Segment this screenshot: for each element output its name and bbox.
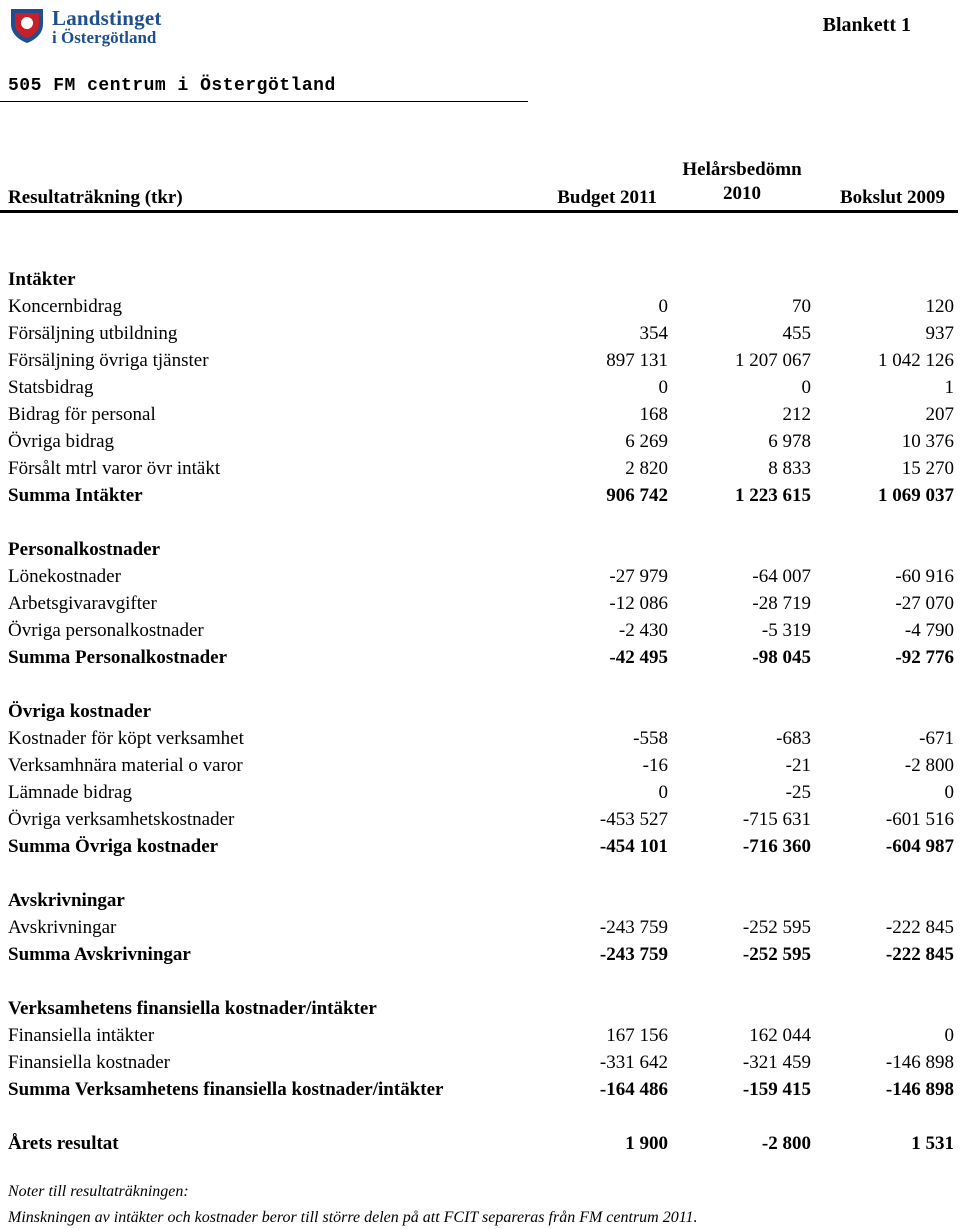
row-value-v3: -146 898 [885,1052,954,1073]
row-label: Övriga personalkostnader [8,620,204,641]
table-row [0,266,960,293]
row-value-v1: -243 759 [599,917,668,938]
row-value-v3: -601 516 [885,809,954,830]
row-value-v1: 0 [658,377,668,398]
table-row [0,347,960,374]
row-value-v3: -92 776 [895,647,954,668]
row-value-v3: 15 270 [901,458,954,479]
row-value-v2: -28 719 [752,593,811,614]
row-label: Avskrivningar [8,917,117,938]
table-row [0,995,960,1022]
notes-text: Minskningen av intäkter och kostnader beror till större delen på att FCIT separeras från FM centrum 2011. [8,1209,698,1226]
column-header-budget: Budget 2011 [557,187,657,208]
row-label: Övriga kostnader [8,701,152,722]
table-row [0,455,960,482]
row-value-v2: 0 [801,377,811,398]
row-label: Summa Verksamhetens finansiella kostnader/intäkter [8,1079,444,1100]
row-value-v2: -2 800 [761,1133,811,1154]
table-row [0,401,960,428]
row-value-v2: -252 595 [742,944,811,965]
row-value-v1: -243 759 [599,944,668,965]
table-row [0,617,960,644]
row-label: Statsbidrag [8,377,94,398]
row-value-v2: -25 [785,782,811,803]
table-row [0,482,960,509]
row-value-v2: -716 360 [742,836,811,857]
table-row [0,725,960,752]
row-value-v1: -164 486 [599,1079,668,1100]
row-value-v1: 354 [639,323,668,344]
row-value-v3: -27 070 [895,593,954,614]
row-value-v3: -222 845 [885,917,954,938]
statement-title: Resultaträkning (tkr) [8,187,183,208]
spacer-row [0,1103,960,1130]
row-value-v1: 0 [658,296,668,317]
row-value-v1: -2 430 [618,620,668,641]
row-value-v3: 0 [944,782,954,803]
table-row [0,1049,960,1076]
row-value-v3: 937 [925,323,954,344]
row-value-v2: -64 007 [752,566,811,587]
row-value-v2: -683 [776,728,811,749]
row-value-v3: -60 916 [895,566,954,587]
table-row [0,644,960,671]
landstinget-logo [8,4,183,46]
row-value-v3: -146 898 [885,1079,954,1100]
row-value-v2: 70 [792,296,811,317]
table-row [0,914,960,941]
table-row [0,536,960,563]
row-value-v3: 0 [944,1025,954,1046]
row-value-v3: 1 069 037 [878,485,954,506]
row-label: Kostnader för köpt verksamhet [8,728,244,749]
row-value-v1: 167 156 [606,1025,668,1046]
row-label: Finansiella intäkter [8,1025,155,1046]
row-label: Avskrivningar [8,890,125,911]
row-label: Summa Personalkostnader [8,647,228,668]
logo-text-line2: i Östergötland [52,28,157,47]
column-header-actual: Bokslut 2009 [839,187,945,208]
row-value-v2: -98 045 [752,647,811,668]
row-label: Försäljning övriga tjänster [8,350,209,371]
row-value-v3: -4 790 [904,620,954,641]
row-label: Koncernbidrag [8,296,122,317]
row-value-v1: 168 [639,404,668,425]
table-row [0,779,960,806]
row-value-v3: 1 [944,377,954,398]
row-label: Bidrag för personal [8,404,156,425]
row-value-v1: 897 131 [606,350,668,371]
row-value-v2: -5 319 [761,620,811,641]
row-label: Summa Intäkter [8,485,143,506]
form-id: Blankett 1 [822,14,911,36]
row-value-v1: -12 086 [609,593,668,614]
row-label: Personalkostnader [8,539,160,560]
table-row [0,752,960,779]
row-label: Lämnade bidrag [8,782,132,803]
table-row [0,1076,960,1103]
row-label: Summa Avskrivningar [8,944,191,965]
row-label: Lönekostnader [8,566,121,587]
table-row [0,563,960,590]
row-value-v1: -558 [633,728,668,749]
row-value-v1: 6 269 [625,431,668,452]
row-value-v1: -454 101 [599,836,668,857]
row-label: Summa Övriga kostnader [8,836,219,857]
row-value-v2: 1 223 615 [735,485,811,506]
notes-heading: Noter till resultaträkningen: [8,1183,189,1200]
row-value-v1: 906 742 [606,485,668,506]
table-row [0,887,960,914]
row-value-v2: -159 415 [742,1079,811,1100]
row-value-v2: -252 595 [742,917,811,938]
table-row [0,320,960,347]
table-row [0,293,960,320]
header-divider [0,210,958,213]
column-header-forecast-line1: Helårsbedömn [682,159,802,180]
row-label: Arbetsgivaravgifter [8,593,157,614]
row-value-v2: 162 044 [749,1025,811,1046]
row-label: Övriga bidrag [8,431,115,452]
spacer-row [0,860,960,887]
row-value-v1: 2 820 [625,458,668,479]
row-value-v2: 212 [782,404,811,425]
table-row [0,590,960,617]
row-value-v1: -42 495 [609,647,668,668]
row-label: Försäljning utbildning [8,323,178,344]
page-title: 505 FM centrum i Östergötland [8,76,336,96]
row-label: Verksamhetens finansiella kostnader/intäkter [8,998,377,1019]
column-header-forecast [672,158,812,206]
row-value-v3: 1 042 126 [878,350,954,371]
row-value-v3: -671 [919,728,954,749]
row-label: Finansiella kostnader [8,1052,170,1073]
row-label: Verksamhnära material o varor [8,755,243,776]
row-label: Årets resultat [8,1133,119,1154]
table-row [0,833,960,860]
row-value-v3: -604 987 [885,836,954,857]
row-value-v2: -715 631 [742,809,811,830]
row-label: Försålt mtrl varor övr intäkt [8,458,221,479]
table-row [0,806,960,833]
table-row [0,428,960,455]
row-value-v1: -331 642 [599,1052,668,1073]
income-statement-table [0,266,960,1157]
table-row [0,1022,960,1049]
row-value-v2: 455 [782,323,811,344]
column-header-forecast-line2: 2010 [723,183,761,204]
row-value-v2: 8 833 [768,458,811,479]
row-value-v1: 1 900 [625,1133,668,1154]
row-value-v2: 6 978 [768,431,811,452]
row-value-v3: -222 845 [885,944,954,965]
table-row [0,1130,960,1157]
logo-text-line1: Landstinget [52,6,162,30]
coat-of-arms-icon [8,6,46,44]
row-value-v1: 0 [658,782,668,803]
row-value-v3: 10 376 [901,431,954,452]
table-row [0,698,960,725]
row-value-v1: -16 [642,755,668,776]
spacer-row [0,671,960,698]
row-value-v3: 1 531 [911,1133,954,1154]
row-value-v3: -2 800 [904,755,954,776]
row-value-v3: 120 [925,296,954,317]
row-label: Övriga verksamhetskostnader [8,809,235,830]
row-value-v2: 1 207 067 [735,350,811,371]
spacer-row [0,509,960,536]
row-label: Intäkter [8,269,76,290]
row-value-v3: 207 [925,404,954,425]
row-value-v2: -321 459 [742,1052,811,1073]
spacer-row [0,968,960,995]
row-value-v2: -21 [785,755,811,776]
row-value-v1: -453 527 [599,809,668,830]
table-row [0,374,960,401]
title-divider [0,101,528,102]
row-value-v1: -27 979 [609,566,668,587]
table-row [0,941,960,968]
